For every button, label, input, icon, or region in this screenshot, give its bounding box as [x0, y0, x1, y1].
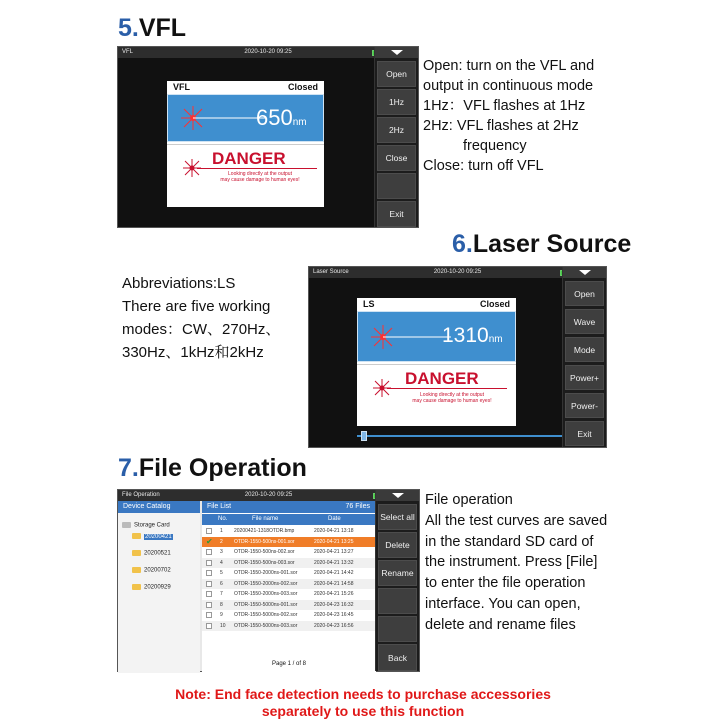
ls-screen [308, 266, 607, 448]
fo-screen [117, 489, 420, 672]
ls-exit-button[interactable]: Exit [565, 421, 604, 446]
table-row[interactable] [202, 558, 376, 569]
vfl-2hz-button[interactable]: 2Hz [377, 117, 416, 143]
ls-power-minus-button[interactable]: Power- [565, 393, 604, 418]
checkbox[interactable] [206, 623, 212, 629]
checkbox[interactable] [206, 560, 212, 566]
file-no: 8 [220, 601, 223, 608]
rename-button[interactable]: Rename [378, 560, 417, 586]
file-list-title: File List [207, 503, 232, 510]
folder-icon [132, 533, 141, 539]
device-catalog-header: Device Catalog [118, 501, 200, 513]
file-no: 2 [220, 538, 223, 545]
fo-side-menu [375, 490, 419, 671]
checked-checkbox-icon[interactable]: ✔ [206, 536, 213, 546]
vfl-1hz-button[interactable]: 1Hz [377, 89, 416, 115]
file-name: OTDR-1550-500ns-002.sor [234, 549, 295, 555]
ls-wave-button[interactable]: Wave [565, 309, 604, 334]
ls-mode-button[interactable]: Mode [565, 337, 604, 362]
file-name: 20200421-1318OTDR.bmp [234, 528, 295, 534]
fo-desc-line: File operation [425, 492, 513, 508]
checkbox[interactable] [206, 602, 212, 608]
file-no: 5 [220, 570, 223, 576]
file-no: 1 [220, 528, 223, 534]
col-no: No. [218, 516, 228, 522]
fo-desc-line: to enter the file operation [425, 575, 586, 592]
ls-wavelength-unit: nm [488, 334, 503, 345]
file-list-header [202, 501, 376, 513]
vfl-desc-line: Open: turn on the VFL and [423, 58, 595, 74]
ls-danger-line [387, 388, 507, 389]
ls-panel-state: Closed [479, 299, 510, 309]
back-button[interactable]: Back [378, 644, 417, 671]
file-name: OTDR-1550-2000ns-002.sor [234, 580, 298, 587]
folder-item[interactable] [132, 550, 171, 557]
ls-side-menu [562, 267, 606, 447]
ls-warning-line1: Looking directly at the output [420, 392, 484, 398]
folder-icon [132, 550, 141, 556]
ls-section-number: 6. [452, 230, 473, 258]
file-date: 2020-04-21 14:58 [314, 580, 354, 587]
vfl-wavelength-number: 650 [256, 105, 293, 130]
folder-item[interactable] [132, 533, 173, 540]
ls-danger-box [357, 364, 516, 426]
fo-menu-tab[interactable] [376, 490, 419, 501]
vfl-wavelength-box [167, 94, 324, 142]
table-row[interactable] [202, 621, 376, 632]
fo-desc-line: the instrument. Press [File] [425, 554, 598, 571]
vfl-description [423, 56, 594, 176]
fo-status-bar [118, 490, 419, 501]
checkbox[interactable] [206, 570, 212, 576]
file-name: OTDR-1550-500ns-001.sor [234, 538, 295, 545]
file-name: OTDR-1550-2000ns-003.sor [234, 591, 298, 597]
ls-wavelength-number: 1310 [442, 324, 489, 347]
table-row[interactable] [202, 537, 376, 548]
checkbox[interactable] [206, 581, 212, 587]
table-row[interactable] [202, 589, 376, 600]
table-row[interactable] [202, 579, 376, 590]
file-date: 2020-04-23 16:56 [314, 622, 354, 629]
vfl-warning-text [205, 171, 315, 183]
vfl-side-menu [374, 47, 418, 227]
ls-desc-line: There are five working [122, 298, 271, 315]
ls-desc-line: Abbreviations:LS [122, 275, 236, 292]
fo-section-label: File Operation [138, 454, 307, 482]
vfl-warning-line1: Looking directly at the output [228, 171, 292, 177]
vfl-panel-state: Closed [287, 82, 318, 92]
vfl-section-number: 5. [118, 14, 139, 42]
file-no: 4 [220, 559, 223, 566]
table-row[interactable] [202, 610, 376, 621]
folder-icon [132, 584, 141, 590]
vfl-exit-button[interactable]: Exit [377, 201, 416, 227]
sd-card-icon [122, 522, 131, 528]
ls-section-title [452, 230, 631, 259]
ls-menu-tab[interactable] [563, 267, 606, 278]
fo-desc-line: delete and rename files [425, 616, 576, 633]
vfl-menu-tab[interactable] [375, 47, 418, 58]
folder-label: 20200421 [145, 533, 172, 540]
checkbox[interactable] [206, 591, 212, 597]
file-date: 2020-04-21 14:42 [314, 570, 354, 576]
file-no: 6 [220, 580, 223, 587]
file-list-pane [202, 501, 376, 673]
file-no: 7 [220, 591, 223, 597]
fo-status-title: File Operation [122, 492, 160, 498]
fo-empty-button[interactable] [378, 616, 417, 642]
vfl-panel [167, 81, 324, 207]
device-catalog-pane [118, 501, 200, 673]
ls-wavelength-box [357, 311, 516, 362]
file-no: 9 [220, 612, 223, 618]
vfl-danger-box [167, 144, 324, 207]
file-date: 2020-04-23 16:32 [314, 601, 354, 608]
ls-desc-line: 330Hz、1kHz和2kHz [122, 344, 264, 361]
file-table-header [202, 514, 376, 525]
vfl-wavelength-unit: nm [292, 117, 307, 128]
col-file-name: File name [252, 516, 279, 522]
ls-warning-line2: may cause damage to human eyes! [412, 398, 492, 404]
file-date: 2020-04-21 13:27 [314, 549, 354, 555]
page-indicator: Page 1 / of 8 [271, 661, 307, 667]
file-date: 2020-04-21 13:32 [314, 559, 354, 566]
note-line1: Note: End face detection needs to purchase accessories [175, 686, 551, 702]
folder-item[interactable] [132, 584, 171, 591]
checkbox[interactable] [206, 528, 212, 534]
ls-desc-line: modes：CW、270Hz、 [122, 321, 281, 338]
checkbox[interactable] [206, 612, 212, 618]
col-date: Date [328, 516, 341, 522]
storage-card-label: Storage Card [134, 522, 170, 529]
ls-danger-text: DANGER [405, 369, 479, 388]
vfl-danger-line [197, 168, 317, 169]
folder-icon [132, 567, 141, 573]
laser-burst-icon [368, 322, 453, 352]
fo-datetime: 2020-10-20 09:25 [244, 492, 293, 498]
file-date: 2020-04-21 15:26 [314, 591, 354, 597]
vfl-desc-line: output in continuous mode [423, 78, 594, 94]
ls-power-plus-button[interactable]: Power+ [565, 365, 604, 390]
storage-card-node[interactable] [122, 522, 170, 529]
vfl-desc-line: Close: turn off VFL [423, 158, 544, 174]
folder-label: 20200702 [144, 567, 171, 574]
table-row[interactable] [202, 547, 376, 558]
fo-section-title [118, 454, 307, 483]
file-name: OTDR-1550-500ns-003.sor [234, 559, 295, 566]
vfl-status-bar [118, 47, 418, 58]
ls-wavelength-value [442, 324, 503, 348]
ls-slider-track [357, 435, 563, 437]
vfl-wavelength-value [256, 105, 307, 131]
ls-description [122, 272, 280, 364]
vfl-status-title: VFL [122, 49, 134, 55]
folder-tree [122, 522, 200, 642]
table-row[interactable] [202, 526, 376, 537]
fo-desc-line: interface. You can open, [425, 595, 581, 612]
folder-item[interactable] [132, 567, 171, 574]
file-date: 2020-04-21 13:25 [314, 538, 354, 545]
vfl-datetime: 2020-10-20 09:25 [244, 49, 292, 55]
folder-label: 20200929 [144, 584, 171, 591]
file-name: OTDR-1550-2000ns-001.sor [234, 570, 298, 576]
file-date: 2020-04-21 13:18 [314, 528, 354, 534]
vfl-panel-title: VFL [173, 82, 190, 92]
fo-description [425, 490, 607, 636]
fo-section-number: 7. [118, 454, 139, 482]
vfl-desc-line: frequency [463, 138, 527, 154]
vfl-desc-line: 1Hz：VFL flashes at 1Hz [423, 98, 586, 114]
laser-burst-icon [178, 103, 268, 133]
note-line2: separately to use this function [261, 703, 465, 719]
ls-status-title: Laser Source [313, 269, 349, 275]
file-no: 10 [220, 622, 226, 629]
fo-empty-button[interactable] [378, 588, 417, 614]
fo-desc-line: All the test curves are saved [425, 512, 608, 529]
vfl-section-label: VFL [138, 14, 187, 42]
vfl-danger-text: DANGER [212, 149, 286, 168]
delete-button[interactable]: Delete [378, 532, 417, 558]
vfl-empty-button[interactable] [377, 173, 416, 199]
file-no: 3 [220, 549, 223, 555]
folder-label: 20200521 [144, 550, 171, 557]
vfl-desc-line: 2Hz: VFL flashes at 2Hz [423, 118, 579, 134]
ls-datetime: 2020-10-20 09:25 [433, 269, 482, 275]
table-row[interactable] [202, 600, 376, 611]
ls-slider-knob[interactable] [361, 431, 367, 441]
table-row[interactable] [202, 568, 376, 579]
ls-section-label: Laser Source [472, 230, 632, 258]
ls-open-button[interactable]: Open [565, 281, 604, 306]
ls-panel-header [357, 298, 516, 310]
vfl-panel-header [167, 81, 324, 93]
ls-warning-text [397, 392, 507, 404]
select-all-button[interactable]: Select all [378, 504, 417, 530]
vfl-screen [117, 46, 419, 228]
checkbox[interactable] [206, 549, 212, 555]
ls-panel-title: LS [363, 299, 375, 309]
file-count: 76 Files [345, 503, 370, 510]
fo-desc-line: in the standard SD card of [425, 533, 594, 550]
file-name: OTDR-1550-5000ns-002.sor [234, 612, 298, 618]
footnote [0, 686, 726, 720]
vfl-open-button[interactable]: Open [377, 61, 416, 87]
file-name: OTDR-1550-5000ns-001.sor [234, 601, 298, 608]
ls-power-slider[interactable] [357, 433, 563, 439]
file-name: OTDR-1550-5000ns-003.sor [234, 622, 298, 629]
vfl-section-title [118, 14, 186, 43]
vfl-warning-line2: may cause damage to human eyes! [220, 177, 300, 183]
vfl-close-button[interactable]: Close [377, 145, 416, 171]
ls-panel [357, 298, 516, 426]
file-date: 2020-04-23 16:45 [314, 612, 354, 618]
